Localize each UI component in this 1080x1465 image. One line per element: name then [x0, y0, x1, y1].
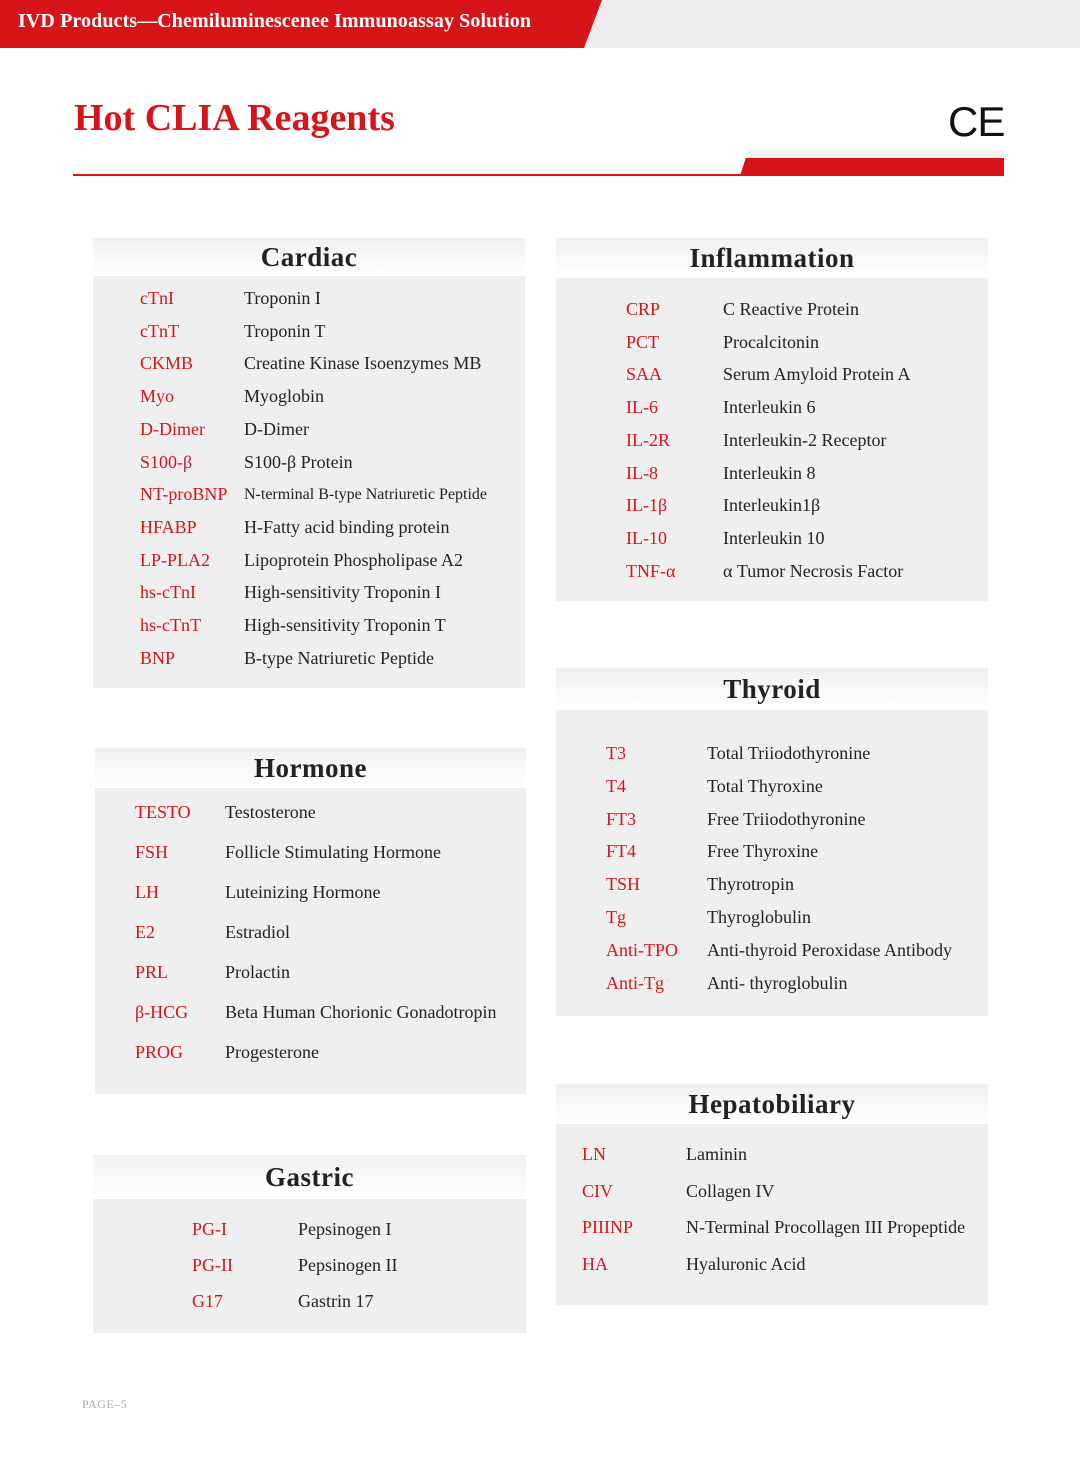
- item-name: Luteinizing Hormone: [225, 882, 381, 902]
- item-abbreviation: PG-I: [192, 1219, 227, 1239]
- section-cardiac: [93, 238, 525, 688]
- item-abbreviation: hs-cTnT: [140, 615, 201, 635]
- list-item: [556, 1254, 988, 1280]
- item-name: Free Triiodothyronine: [707, 808, 866, 829]
- item-abbreviation: SAA: [626, 364, 663, 385]
- item-name: Anti- thyroglobulin: [707, 972, 848, 993]
- item-name: N-terminal B-type Natriuretic Peptide: [244, 486, 488, 504]
- item-name: H-Fatty acid binding protein: [244, 516, 450, 537]
- item-abbreviation: IL-6: [626, 397, 658, 418]
- item-abbreviation: Anti-Tg: [606, 972, 664, 993]
- item-abbreviation: FT4: [606, 841, 637, 862]
- list-item: [95, 842, 526, 868]
- section-hepatobiliary: [556, 1084, 988, 1305]
- list-item: [93, 550, 525, 576]
- section-title: Hormone: [95, 748, 526, 788]
- item-name: High-sensitivity Troponin T: [244, 615, 446, 635]
- item-abbreviation: NT-proBNP: [140, 484, 228, 505]
- item-abbreviation: PROG: [135, 1042, 184, 1062]
- list-item: [556, 364, 988, 390]
- list-item: [93, 353, 525, 379]
- list-item: [556, 743, 988, 769]
- list-item: [93, 386, 525, 412]
- item-abbreviation: D-Dimer: [140, 418, 205, 439]
- list-item: [556, 299, 988, 325]
- list-item: [95, 802, 526, 828]
- list-item: [95, 922, 526, 948]
- list-item: [556, 397, 988, 423]
- list-item: [95, 882, 526, 908]
- item-abbreviation: CKMB: [140, 353, 194, 374]
- section-thyroid: [556, 668, 988, 1016]
- title-accent-bar: [740, 151, 1004, 176]
- item-abbreviation: CRP: [626, 299, 661, 319]
- item-name: N-Terminal Procollagen III Propeptide: [686, 1217, 966, 1237]
- list-item: [93, 288, 525, 314]
- item-name: Interleukin 6: [723, 397, 816, 418]
- item-name: α Tumor Necrosis Factor: [723, 560, 904, 581]
- item-name: Laminin: [686, 1144, 747, 1164]
- item-name: S100-β Protein: [244, 451, 353, 472]
- item-abbreviation: G17: [192, 1291, 223, 1311]
- item-name: High-sensitivity Troponin I: [244, 582, 442, 603]
- section-title: Inflammation: [556, 238, 988, 278]
- item-name: Follicle Stimulating Hormone: [225, 842, 441, 862]
- item-abbreviation: PIIINP: [582, 1217, 634, 1237]
- list-item: [556, 874, 988, 900]
- item-abbreviation: LH: [135, 882, 159, 902]
- list-item: [556, 809, 988, 835]
- list-item: [556, 528, 988, 554]
- item-abbreviation: CIV: [582, 1180, 613, 1201]
- section-title: Cardiac: [93, 238, 525, 276]
- item-abbreviation: S100-β: [140, 451, 193, 472]
- list-item: [93, 452, 525, 478]
- list-item: [93, 1255, 526, 1281]
- item-name: Prolactin: [225, 962, 290, 982]
- item-abbreviation: β-HCG: [135, 1002, 189, 1022]
- item-name: Troponin I: [244, 288, 321, 308]
- list-item: [556, 776, 988, 802]
- item-abbreviation: PCT: [626, 331, 660, 352]
- list-item: [95, 1042, 526, 1068]
- list-item: [95, 1002, 526, 1028]
- header-title: IVD Products—Chemiluminescenee Immunoassay Solution: [18, 10, 532, 32]
- list-item: [93, 419, 525, 445]
- list-item: [93, 321, 525, 347]
- item-abbreviation: hs-cTnI: [140, 582, 196, 603]
- item-name: Total Thyroxine: [707, 775, 823, 796]
- item-name: Pepsinogen I: [298, 1219, 392, 1239]
- list-item: [556, 1217, 988, 1243]
- item-name: Anti-thyroid Peroxidase Antibody: [707, 939, 952, 960]
- item-abbreviation: TSH: [606, 874, 641, 895]
- item-abbreviation: HFABP: [140, 516, 197, 537]
- section-title: Gastric: [93, 1155, 526, 1199]
- section-hormone: [95, 748, 526, 1094]
- section-inflammation: [556, 238, 988, 601]
- item-abbreviation: IL-8: [626, 462, 658, 483]
- list-item: [556, 973, 988, 999]
- item-abbreviation: T4: [606, 775, 626, 796]
- list-item: [556, 1144, 988, 1170]
- item-name: Progesterone: [225, 1042, 319, 1062]
- list-item: [556, 907, 988, 933]
- item-abbreviation: HA: [582, 1253, 608, 1274]
- item-abbreviation: TESTO: [135, 802, 191, 822]
- item-name: Myoglobin: [244, 386, 325, 407]
- list-item: [556, 430, 988, 456]
- item-abbreviation: cTnI: [140, 288, 174, 308]
- item-name: Free Thyroxine: [707, 841, 819, 862]
- item-abbreviation: IL-1β: [626, 495, 668, 516]
- item-name: Troponin T: [244, 320, 326, 341]
- item-abbreviation: TNF-α: [626, 560, 676, 581]
- item-abbreviation: LN: [582, 1144, 606, 1164]
- section-title: Thyroid: [556, 668, 988, 710]
- item-name: Gastrin 17: [298, 1291, 374, 1311]
- list-item: [556, 332, 988, 358]
- list-item: [556, 463, 988, 489]
- item-abbreviation: Myo: [140, 386, 175, 407]
- item-abbreviation: FSH: [135, 842, 169, 862]
- item-abbreviation: PRL: [135, 962, 169, 982]
- item-name: Interleukin-2 Receptor: [723, 429, 887, 450]
- list-item: [556, 495, 988, 521]
- item-name: B-type Natriuretic Peptide: [244, 647, 434, 668]
- list-item: [93, 1291, 526, 1317]
- item-name: Creatine Kinase Isoenzymes MB: [244, 353, 482, 374]
- item-abbreviation: IL-10: [626, 527, 667, 548]
- item-name: Serum Amyloid Protein A: [723, 364, 911, 385]
- section-gastric: [93, 1155, 526, 1333]
- item-abbreviation: Anti-TPO: [606, 939, 678, 960]
- list-item: [93, 1219, 526, 1245]
- item-name: Estradiol: [225, 922, 290, 942]
- item-name: Thyroglobulin: [707, 907, 811, 927]
- item-abbreviation: BNP: [140, 647, 176, 668]
- item-abbreviation: FT3: [606, 808, 637, 829]
- item-name: Beta Human Chorionic Gonadotropin: [225, 1002, 497, 1022]
- item-name: Pepsinogen II: [298, 1255, 398, 1275]
- item-name: Interleukin 8: [723, 462, 816, 483]
- list-item: [556, 561, 988, 587]
- item-name: Interleukin1β: [723, 495, 821, 516]
- section-title: Hepatobiliary: [556, 1084, 988, 1124]
- list-item: [93, 615, 525, 641]
- item-abbreviation: PG-II: [192, 1255, 233, 1275]
- ce-mark-icon: CE: [948, 98, 1005, 145]
- item-name: Testosterone: [225, 802, 316, 822]
- page-number: PAGE–5: [82, 1397, 128, 1411]
- item-name: D-Dimer: [244, 418, 309, 439]
- list-item: [93, 648, 525, 674]
- list-item: [556, 841, 988, 867]
- item-abbreviation: E2: [135, 922, 155, 942]
- list-item: [95, 962, 526, 988]
- item-name: C Reactive Protein: [723, 299, 859, 319]
- item-abbreviation: LP-PLA2: [140, 549, 211, 570]
- item-name: Hyaluronic Acid: [686, 1253, 806, 1274]
- item-name: Interleukin 10: [723, 527, 825, 548]
- item-abbreviation: T3: [606, 743, 626, 763]
- list-item: [93, 484, 525, 510]
- item-name: Collagen IV: [686, 1180, 775, 1201]
- item-name: Total Triiodothyronine: [707, 743, 871, 763]
- item-abbreviation: Tg: [606, 907, 626, 927]
- item-name: Thyrotropin: [707, 874, 794, 895]
- item-abbreviation: cTnT: [140, 320, 179, 341]
- page-title: Hot CLIA Reagents: [74, 97, 395, 139]
- list-item: [556, 1181, 988, 1207]
- list-item: [93, 517, 525, 543]
- list-item: [93, 582, 525, 608]
- list-item: [556, 940, 988, 966]
- item-name: Lipoprotein Phospholipase A2: [244, 549, 463, 570]
- item-abbreviation: IL-2R: [626, 429, 670, 450]
- item-name: Procalcitonin: [723, 331, 819, 352]
